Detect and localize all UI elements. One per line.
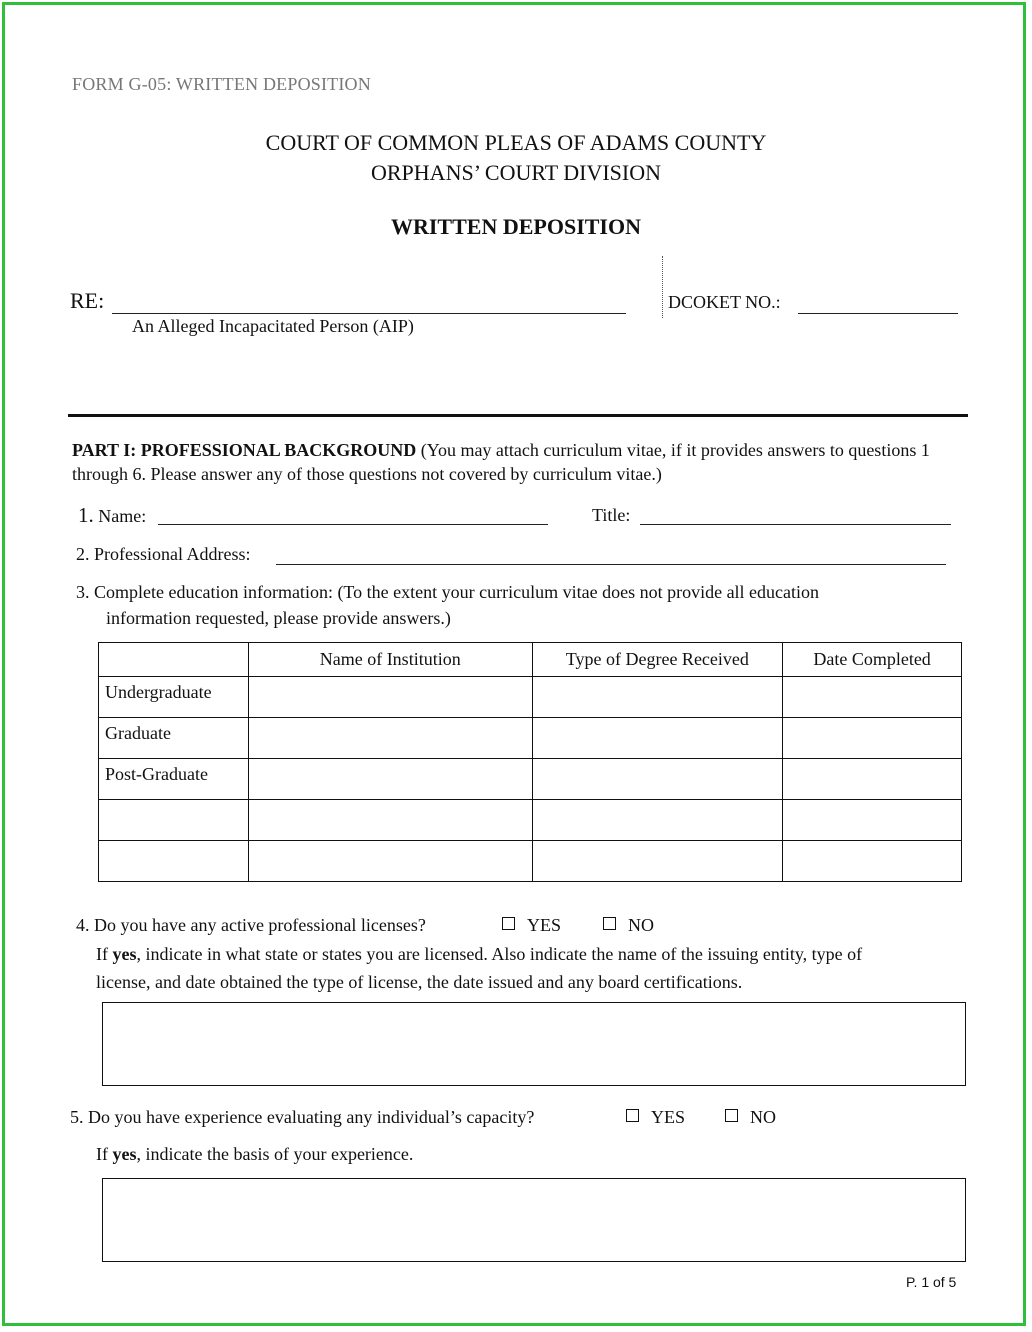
row-label[interactable] — [99, 841, 249, 882]
checkbox-icon[interactable] — [725, 1109, 738, 1122]
row-label: Graduate — [99, 718, 249, 759]
q5-instructions — [96, 1144, 413, 1165]
checkbox-icon[interactable] — [502, 917, 515, 930]
caption-divider — [662, 256, 663, 318]
table-cell[interactable] — [532, 718, 783, 759]
table-cell[interactable] — [248, 759, 532, 800]
table-cell[interactable] — [783, 800, 962, 841]
table-cell[interactable] — [248, 841, 532, 882]
q4-yes-option[interactable] — [502, 915, 561, 936]
table-cell[interactable] — [783, 841, 962, 882]
q4-no-label: NO — [628, 915, 654, 935]
q3-line2: information requested, please provide answers.) — [106, 608, 451, 628]
address-input-line[interactable] — [276, 564, 946, 565]
table-cell[interactable] — [532, 759, 783, 800]
checkbox-icon[interactable] — [603, 917, 616, 930]
column-header-date: Date Completed — [783, 643, 962, 677]
table-row — [99, 718, 962, 759]
table-row — [99, 759, 962, 800]
q1-number: 1. — [78, 503, 94, 527]
q5-yes-label: YES — [651, 1107, 686, 1127]
q1-title-label: Title: — [592, 505, 631, 525]
table-cell[interactable] — [248, 718, 532, 759]
q5-yes-option[interactable] — [626, 1107, 685, 1128]
document-title: WRITTEN DEPOSITION — [390, 214, 641, 239]
row-label[interactable] — [99, 800, 249, 841]
q4-answer-box[interactable] — [102, 1002, 966, 1086]
education-table-header — [99, 643, 962, 677]
part1-heading — [72, 438, 972, 486]
court-division: ORPHANS’ COURT DIVISION — [371, 160, 661, 185]
q4-if-bold: yes — [112, 944, 137, 964]
q5-question: 5. Do you have experience evaluating any individual’s capacity? — [70, 1107, 535, 1127]
section-rule — [68, 414, 968, 417]
q2-address-label: 2. Professional Address: — [76, 544, 251, 564]
row-label: Undergraduate — [99, 677, 249, 718]
q4-no-option[interactable] — [603, 915, 654, 936]
table-row — [99, 677, 962, 718]
column-header-institution: Name of Institution — [248, 643, 532, 677]
q1-name-text: Name: — [98, 506, 147, 526]
table-cell[interactable] — [532, 677, 783, 718]
education-table — [98, 642, 962, 882]
table-cell[interactable] — [783, 759, 962, 800]
table-cell[interactable] — [783, 677, 962, 718]
q5-if-rest: , indicate the basis of your experience. — [136, 1144, 414, 1164]
q3-line1: 3. Complete education information: (To the extent your curriculum vitae does not provide all education — [76, 582, 820, 602]
q5-if-bold: yes — [112, 1144, 137, 1164]
part1-intro: (You may attach curriculum vitae, if it provides answers to questions 1 through 6. Please answer any of those questions not covered by curriculum vitae.) — [72, 440, 930, 484]
page-number: P. 1 of 5 — [906, 1274, 957, 1290]
q5-if-prefix: If — [96, 1144, 113, 1164]
q5-answer-box[interactable] — [102, 1178, 966, 1262]
q4-question: 4. Do you have any active professional licenses? — [76, 915, 426, 935]
part1-title: PART I: PROFESSIONAL BACKGROUND — [72, 440, 417, 460]
aip-label: An Alleged Incapacitated Person (AIP) — [132, 316, 414, 336]
column-header-degree: Type of Degree Received — [532, 643, 783, 677]
table-cell[interactable] — [248, 800, 532, 841]
form-id: FORM G-05: WRITTEN DEPOSITION — [72, 74, 371, 94]
table-cell[interactable] — [248, 677, 532, 718]
q5-no-label: NO — [750, 1107, 776, 1127]
name-input-line[interactable] — [158, 524, 548, 525]
table-row — [99, 841, 962, 882]
q4-if-prefix: If — [96, 944, 113, 964]
docket-input-line[interactable] — [798, 313, 958, 314]
checkbox-icon[interactable] — [626, 1109, 639, 1122]
q4-yes-label: YES — [527, 915, 562, 935]
docket-label: DCOKET NO.: — [668, 292, 781, 312]
table-cell[interactable] — [783, 718, 962, 759]
title-input-line[interactable] — [640, 524, 951, 525]
table-cell[interactable] — [532, 841, 783, 882]
q4-instructions-line1 — [96, 944, 862, 965]
re-label: RE: — [70, 288, 105, 313]
q4-instructions-line2: license, and date obtained the type of license, the date issued and any board certifications. — [96, 972, 743, 992]
q5-no-option[interactable] — [725, 1107, 776, 1128]
row-label: Post-Graduate — [99, 759, 249, 800]
table-row — [99, 800, 962, 841]
table-cell[interactable] — [532, 800, 783, 841]
column-header — [99, 643, 249, 677]
court-name: COURT OF COMMON PLEAS OF ADAMS COUNTY — [265, 130, 767, 155]
q1-name-label — [78, 503, 146, 528]
q4-if-rest: , indicate in what state or states you are licensed. Also indicate the name of the issuing entity, type of — [136, 944, 863, 964]
re-input-line[interactable] — [112, 313, 626, 314]
